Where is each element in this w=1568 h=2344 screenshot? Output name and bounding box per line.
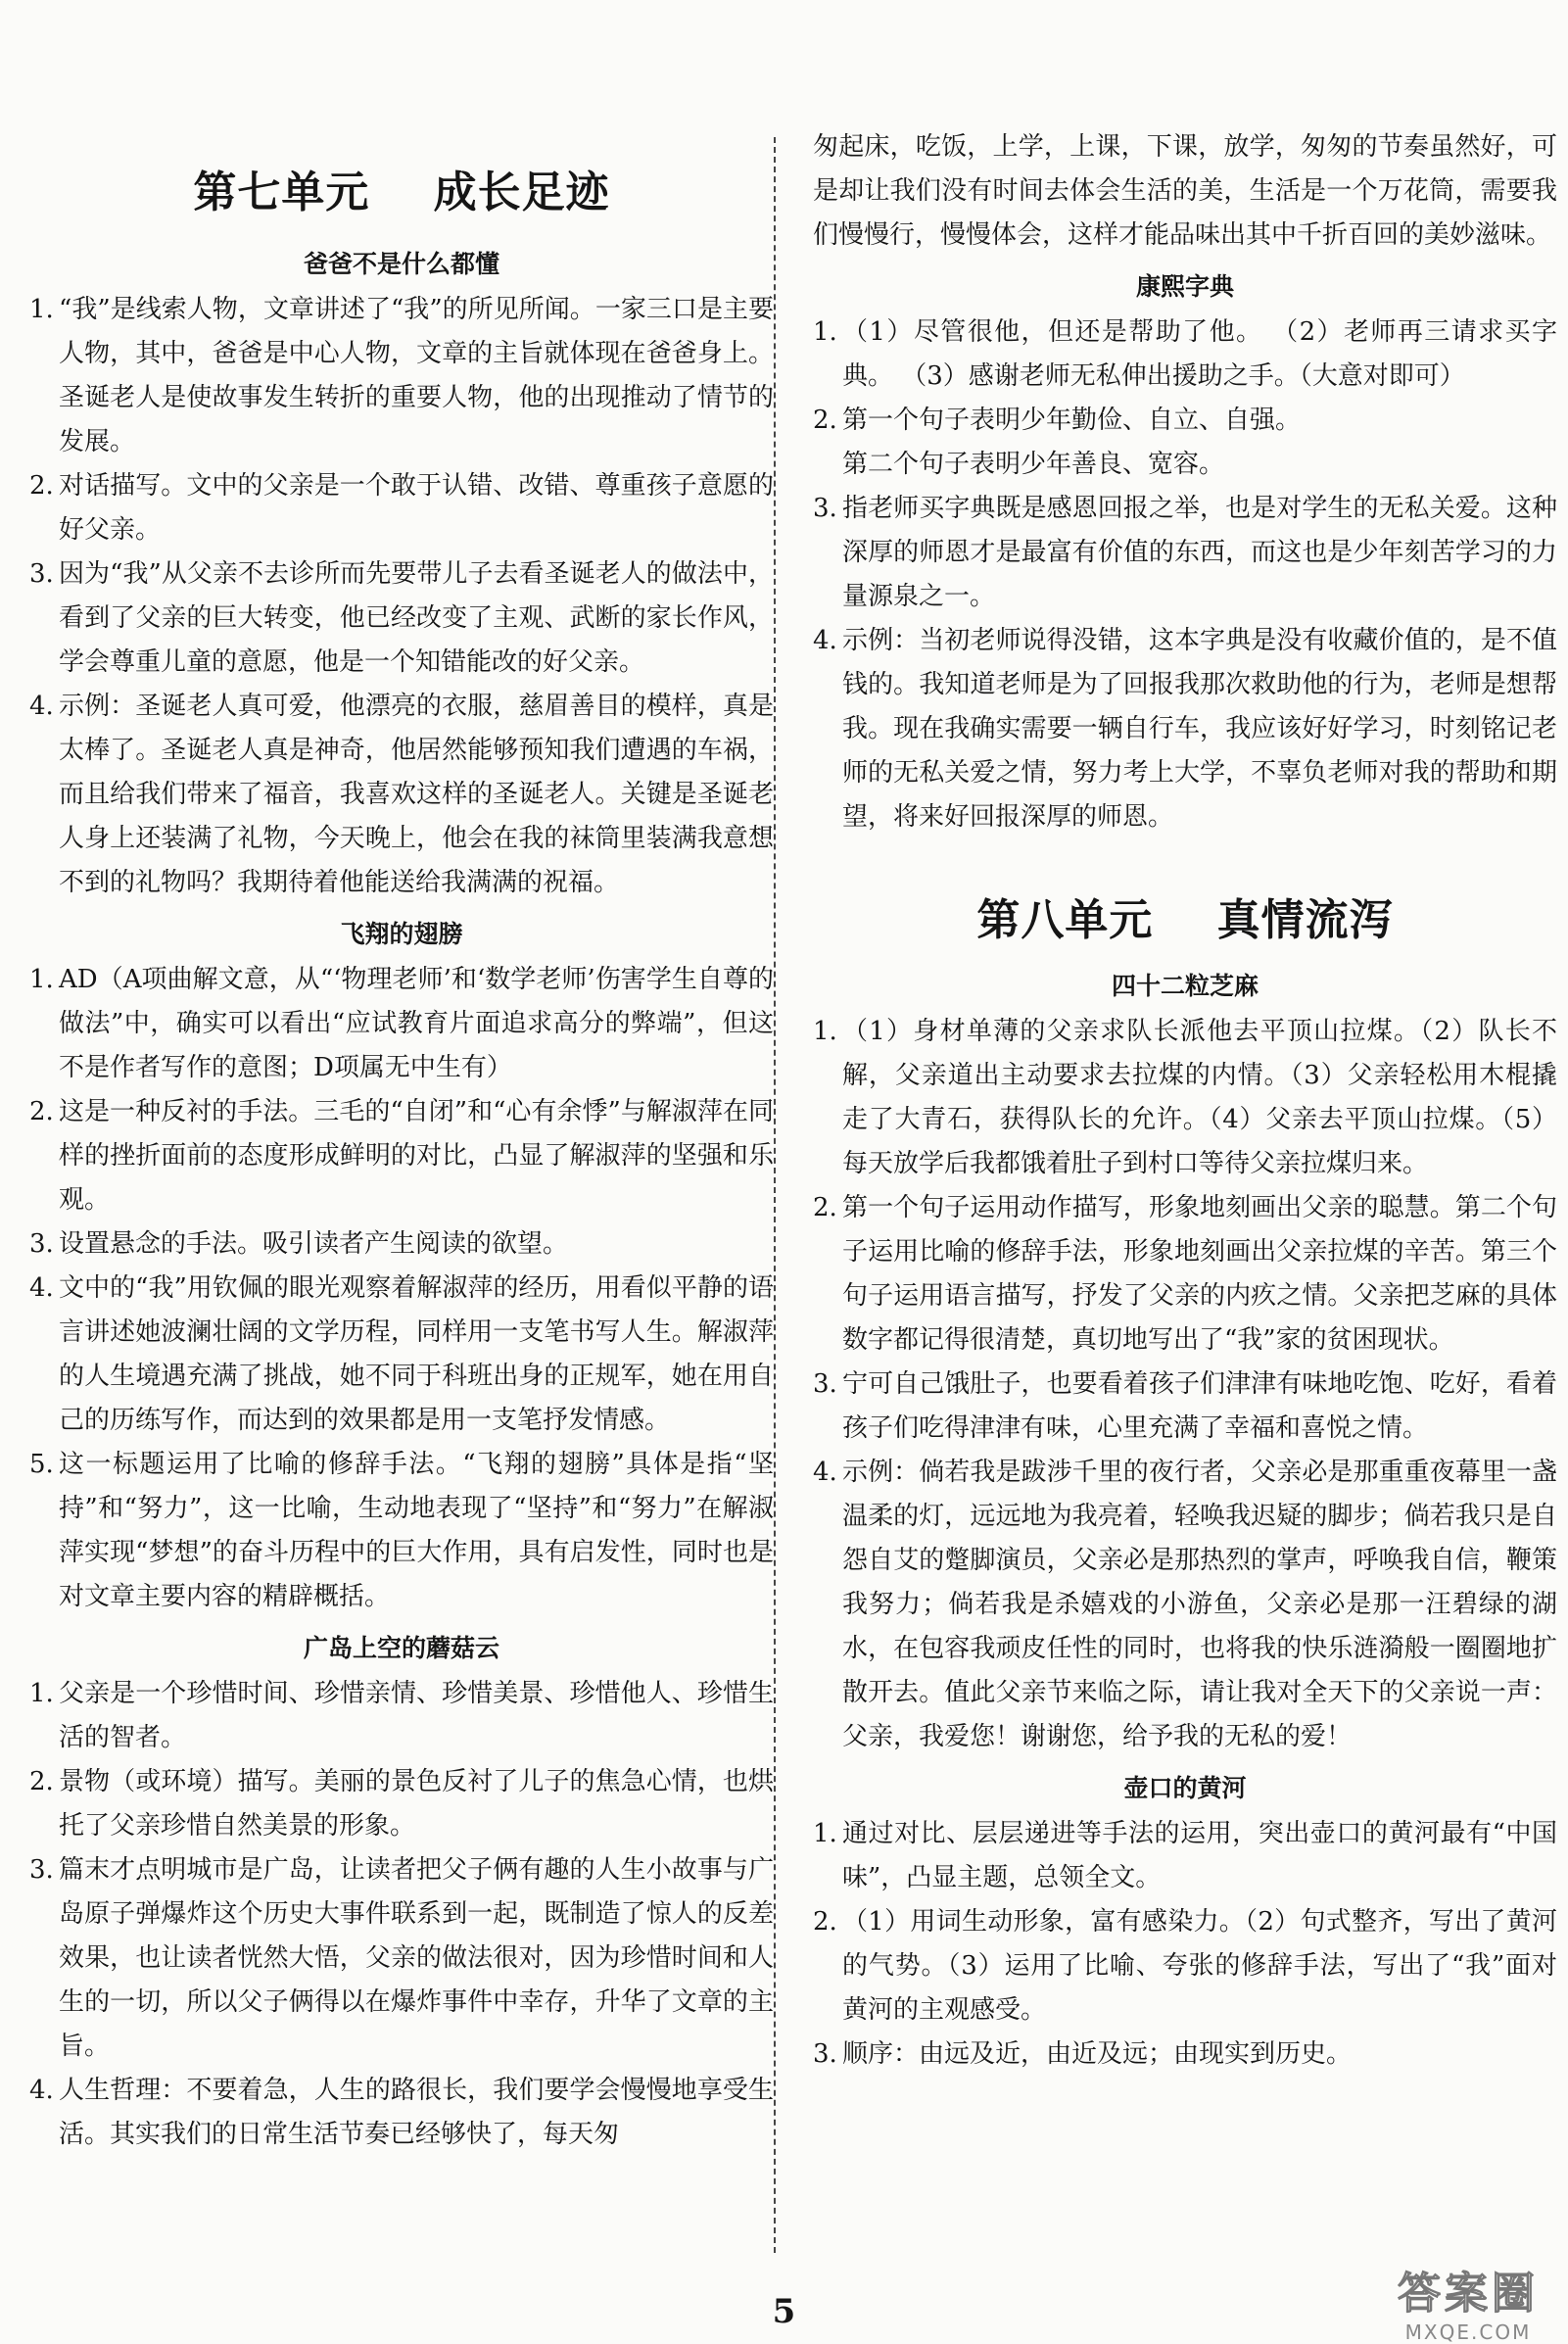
section-title: 壶口的黄河 [1123,1774,1247,1802]
right-sections-b [813,967,1557,2077]
answer-item [813,487,1557,619]
item-number: 2. [29,1767,54,1796]
item-number: 4. [813,626,837,655]
answer-item [29,1848,774,2069]
item-number: 1. [29,965,54,994]
unit-title-8: 第八单元 真情流泻 [976,895,1394,945]
section-title: 广岛上空的蘑菇云 [303,1634,499,1662]
item-number: 2. [29,1097,54,1126]
answer-item [29,958,774,1090]
item-text: 顺序：由远及近，由近及远；由现实到历史。 [842,2039,1353,2069]
answer-item [29,1672,774,1760]
continuation-text: 匆起床，吃饭，上学，上课，下课，放学，匆匆的节奏虽然好，可是却让我们没有时间去体会生活的美，生活是一个万花筒，需要我们慢慢行，慢慢体会，这样才能品味出其中千折百回的美妙滋味。 [813,132,1557,250]
answer-item [29,552,774,685]
item-text: 人生哲理：不要着急，人生的路很长，我们要学会慢慢地享受生活。其实我们的日常生活节奏已经够快了，每天匆 [59,2076,774,2149]
item-number: 4. [29,692,54,721]
item-number: 1. [29,295,54,324]
item-text: 通过对比、层层递进等手法的运用，突出壶口的黄河最有“中国味”，凸显主题，总领全文。 [842,1819,1557,1892]
item-text: 这一标题运用了比喻的修辞手法。“飞翔的翅膀”具体是指“坚持”和“努力”，这一比喻，生动地表现了“坚持”和“努力”在解淑萍实现“梦想”的奋斗历程中的巨大作用，具有启发性，同时也是对文章主要内容的精辟概括。 [59,1450,774,1611]
item-number [813,443,842,487]
answer-item [29,685,774,905]
left-column [29,137,774,2157]
watermark-url: MXQE.COM [1404,2320,1532,2344]
answer-item [813,1186,1557,1363]
answer-item [813,619,1557,839]
item-number: 3. [813,494,837,523]
item-text: （1）用词生动形象，富有感染力。（2）句式整齐，写出了黄河的气势。（3）运用了比喻、夸张的修辞手法，写出了“我”面对黄河的主观感受。 [842,1907,1557,2025]
item-number: 4. [813,1458,837,1487]
item-text: 父亲是一个珍惜时间、珍惜亲情、珍惜美景、珍惜他人、珍惜生活的智者。 [59,1679,774,1752]
left-sections [29,245,774,2157]
item-text: （1）尽管很他，但还是帮助了他。 （2）老师再三请求买字典。 （3）感谢老师无私伸出援助之手。（大意对即可） [842,317,1557,391]
item-number: 4. [29,2076,54,2105]
answer-item [813,1900,1557,2033]
item-number: 5. [29,1450,54,1479]
answer-item [29,1443,774,1619]
item-text: 景物（或环境）描写。美丽的景色反衬了儿子的焦急心情，也烘托了父亲珍惜自然美景的形象。 [59,1767,774,1841]
item-text: 因为“我”从父亲不去诊所而先要带儿子去看圣诞老人的做法中，看到了父亲的巨大转变，他已经改变了主观、武断的家长作风，学会尊重儿童的意愿，他是一个知错能改的好父亲。 [59,559,774,677]
answer-item [29,1267,774,1443]
item-number: 1. [813,1017,837,1046]
item-number: 1. [813,317,837,347]
item-number: 3. [29,559,54,589]
answer-item [29,1222,774,1267]
item-number: 2. [813,1907,837,1937]
item-text: 这是一种反衬的手法。三毛的“自闭”和“心有余悸”与解淑萍在同样的挫折面前的态度形成鲜明的对比，凸显了解淑萍的坚强和乐观。 [59,1097,774,1215]
watermark-logo: 答案圈 [1398,2269,1539,2319]
answer-item [813,2033,1557,2077]
item-text: “我”是线索人物，文章讲述了“我”的所见所闻。一家三口是主要人物，其中，爸爸是中心人物，文章的主旨就体现在爸爸身上。圣诞老人是使故事发生转折的重要人物，他的出现推动了情节的发展。 [59,295,774,456]
item-text: 设置悬念的手法。吸引读者产生阅读的欲望。 [59,1229,569,1259]
answer-item [29,2069,774,2157]
right-sections-a [813,267,1557,839]
watermark [1398,2258,1539,2344]
answer-item [813,311,1557,399]
item-number: 3. [813,1369,837,1399]
item-text: 对话描写。文中的父亲是一个敢于认错、改错、尊重孩子意愿的好父亲。 [59,471,774,545]
column-divider [774,137,776,2253]
item-number: 3. [29,1229,54,1259]
section-title: 飞翔的翅膀 [340,920,463,948]
item-text: 示例：当初老师说得没错，这本字典是没有收藏价值的，是不值钱的。我知道老师是为了回报我那次救助他的行为，老师是想帮我。现在我确实需要一辆自行车，我应该好好学习，时刻铭记老师的无私关爱之情，努力考上大学，不辜负老师对我的帮助和期望，将来好回报深厚的师恩。 [842,626,1557,832]
item-text: 宁可自己饿肚子，也要看着孩子们津津有味地吃饱、吃好，看着孩子们吃得津津有味，心里充满了幸福和喜悦之情。 [842,1369,1557,1443]
item-text: （1）身材单薄的父亲求队长派他去平顶山拉煤。（2）队长不解，父亲道出主动要求去拉煤的内情。（3）父亲轻松用木棍撬走了大青石，获得队长的允许。（4）父亲去平顶山拉煤。（5）每天放学后我都饿着肚子到村口等待父亲拉煤归来。 [842,1017,1557,1178]
page-number: 5 [772,2292,796,2331]
item-number: 3. [813,2039,837,2069]
answer-item [813,399,1557,443]
answer-item [29,1760,774,1848]
answer-item [813,1812,1557,1900]
item-number: 1. [29,1679,54,1708]
item-text: 示例：圣诞老人真可爱，他漂亮的衣服，慈眉善目的模样，真是太棒了。圣诞老人真是神奇，他居然能够预知我们遭遇的车祸，而且给我们带来了福音，我喜欢这样的圣诞老人。关键是圣诞老人身上还装满了礼物，今天晚上，他会在我的袜筒里装满我意想不到的礼物吗？我期待着他能送给我满满的祝福。 [59,692,774,897]
answer-item [813,443,1557,487]
item-number: 2. [813,1193,837,1222]
unit-title-7: 第七单元 成长足迹 [193,167,610,217]
item-text: 第一个句子运用动作描写，形象地刻画出父亲的聪慧。第二个句子运用比喻的修辞手法，形象地刻画出父亲拉煤的辛苦。第三个句子运用语言描写，抒发了父亲的内疚之情。父亲把芝麻的具体数字都记得很清楚，真切地写出了“我”家的贫困现状。 [842,1193,1557,1355]
item-number: 4. [29,1273,54,1303]
section-title: 爸爸不是什么都懂 [303,250,499,278]
answer-item [29,464,774,552]
item-text: 篇末才点明城市是广岛，让读者把父子俩有趣的人生小故事与广岛原子弹爆炸这个历史大事件联系到一起，既制造了惊人的反差效果，也让读者恍然大悟，父亲的做法很对，因为珍惜时间和人生的一切，所以父子俩得以在爆炸事件中幸存，升华了文章的主旨。 [59,1855,774,2061]
right-column [813,125,1557,2077]
answer-item [813,1451,1557,1759]
item-number: 1. [813,1819,837,1848]
item-text: 第二个句子表明少年善良、宽容。 [842,450,1225,479]
item-number: 3. [29,1855,54,1885]
answer-item [813,1363,1557,1451]
item-text: 第一个句子表明少年勤俭、自立、自强。 [842,406,1302,435]
item-number: 2. [29,471,54,501]
section-title: 四十二粒芝麻 [1111,972,1259,1000]
section-title: 康熙字典 [1135,272,1234,301]
item-number: 2. [813,406,837,435]
item-text: 文中的“我”用钦佩的眼光观察着解淑萍的经历，用看似平静的语言讲述她波澜壮阔的文学历程，同样用一支笔书写人生。解淑萍的人生境遇充满了挑战，她不同于科班出身的正规军，她在用自己的历练写作，而达到的效果都是用一支笔抒发情感。 [59,1273,774,1435]
item-text: 示例：倘若我是跋涉千里的夜行者，父亲必是那重重夜幕里一盏温柔的灯，远远地为我亮着，轻唤我迟疑的脚步；倘若我只是自怨自艾的蹩脚演员，父亲必是那热烈的掌声，呼唤我自信，鞭策我努力；倘若我是杀嬉戏的小游鱼，父亲必是那一汪碧绿的湖水，在包容我顽皮任性的同时，也将我的快乐涟漪般一圈圈地扩散开去。值此父亲节来临之际，请让我对全天下的父亲说一声：父亲，我爱您！谢谢您，给予我的无私的爱！ [842,1458,1557,1751]
item-text: 指老师买字典既是感恩回报之举，也是对学生的无私关爱。这种深厚的师恩才是最富有价值的东西，而这也是少年刻苦学习的力量源泉之一。 [842,494,1557,611]
answer-item [813,1010,1557,1186]
item-text: AD（A项曲解文意，从“‘物理老师’和‘数学老师’伤害学生自尊的做法”中，确实可以看出“应试教育片面追求高分的弊端”，但这不是作者写作的意图；D项属无中生有） [59,965,774,1082]
answer-item [29,1090,774,1222]
answer-item [29,288,774,464]
